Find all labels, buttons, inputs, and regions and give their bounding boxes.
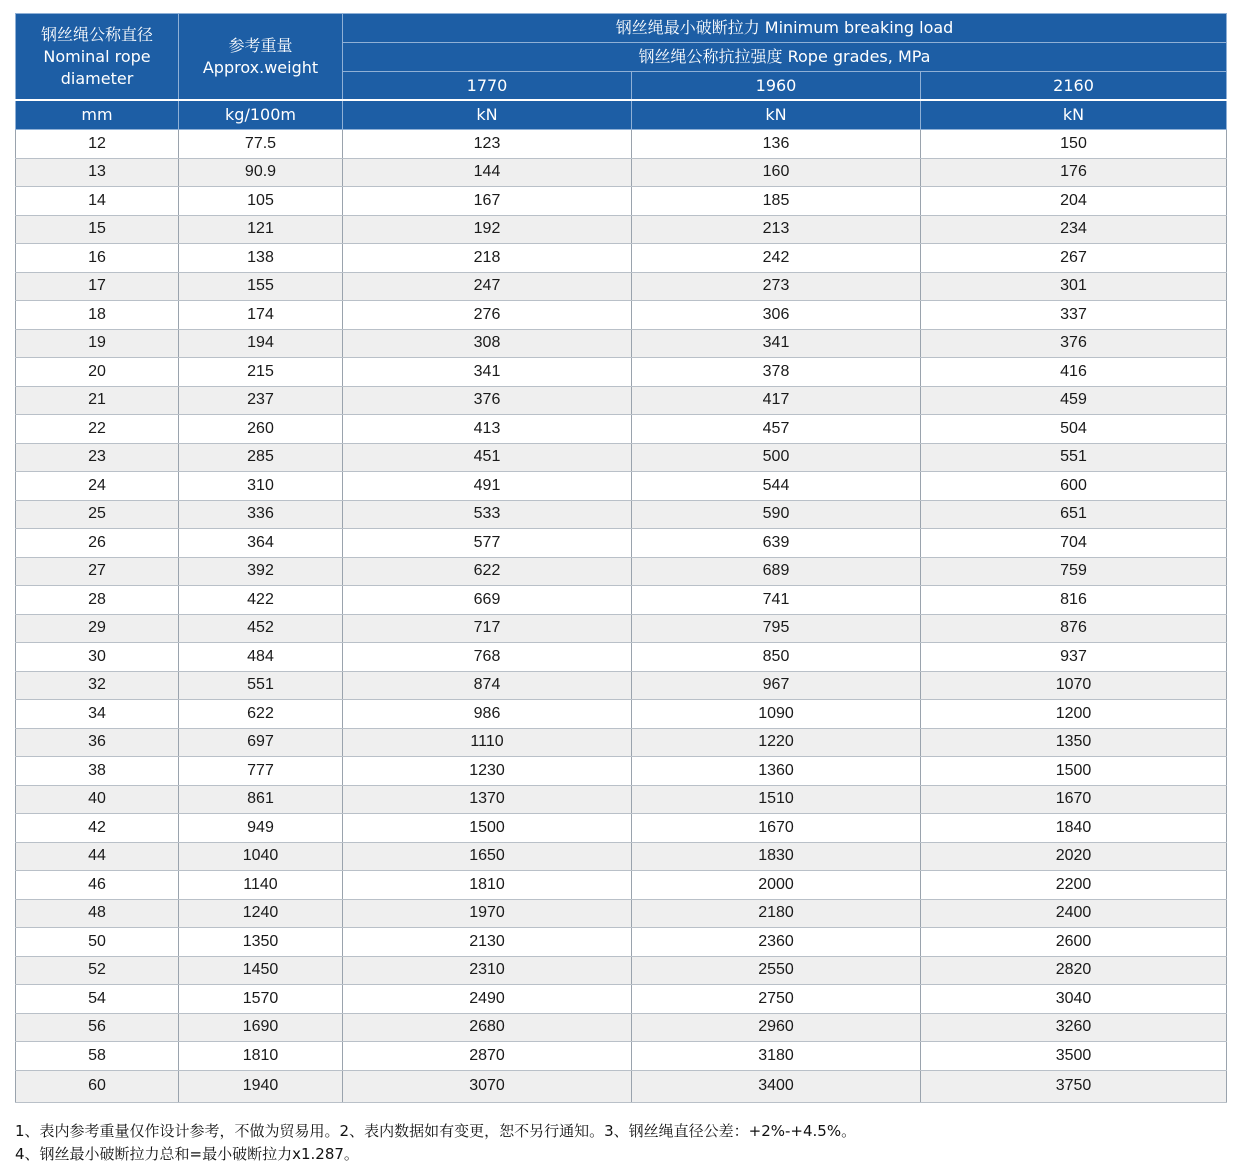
- weight-cell: 1140: [179, 871, 343, 900]
- load-1770-cell: 3070: [343, 1070, 632, 1102]
- load-1960-cell: 306: [632, 301, 921, 330]
- load-1960-cell: 242: [632, 244, 921, 273]
- table-row: [16, 529, 1227, 558]
- diameter-cell: 56: [16, 1013, 179, 1042]
- weight-cell: 1240: [179, 899, 343, 928]
- diameter-cell: 12: [16, 130, 179, 159]
- load-2160-cell: 1670: [921, 785, 1227, 814]
- load-1960-cell: 1510: [632, 785, 921, 814]
- load-1770-cell: 192: [343, 215, 632, 244]
- table-row: [16, 614, 1227, 643]
- load-1960-cell: 500: [632, 443, 921, 472]
- weight-cell: 194: [179, 329, 343, 358]
- weight-cell: 121: [179, 215, 343, 244]
- footnote-line-1: 1、表内参考重量仅作设计参考，不做为贸易用。2、表内数据如有变更，恕不另行通知。3、钢丝绳直径公差：+2%-+4.5%。: [15, 1122, 857, 1140]
- table-row: [16, 272, 1227, 301]
- weight-cell: 1940: [179, 1070, 343, 1102]
- load-1960-cell: 457: [632, 415, 921, 444]
- table-row: [16, 700, 1227, 729]
- table-row: [16, 472, 1227, 501]
- diameter-cell: 17: [16, 272, 179, 301]
- load-1770-cell: 622: [343, 557, 632, 586]
- weight-cell: 138: [179, 244, 343, 273]
- load-1960-cell: 185: [632, 187, 921, 216]
- load-2160-cell: 600: [921, 472, 1227, 501]
- load-2160-cell: 937: [921, 643, 1227, 672]
- table-row: [16, 130, 1227, 159]
- load-2160-cell: 816: [921, 586, 1227, 615]
- load-1770-cell: 1650: [343, 842, 632, 871]
- table-row: [16, 158, 1227, 187]
- load-1960-cell: 160: [632, 158, 921, 187]
- load-1770-cell: 2870: [343, 1042, 632, 1071]
- table-row: [16, 757, 1227, 786]
- load-1770-cell: 2680: [343, 1013, 632, 1042]
- weight-cell: 155: [179, 272, 343, 301]
- diameter-cell: 42: [16, 814, 179, 843]
- diameter-cell: 34: [16, 700, 179, 729]
- diameter-header-en-line2: diameter: [60, 68, 134, 88]
- load-2160-cell: 1500: [921, 757, 1227, 786]
- weight-cell: 622: [179, 700, 343, 729]
- load-1960-cell: 967: [632, 671, 921, 700]
- load-1770-cell: 1230: [343, 757, 632, 786]
- table-body: [16, 130, 1227, 1103]
- load-1770-cell: 1370: [343, 785, 632, 814]
- load-1960-cell: 1670: [632, 814, 921, 843]
- load-1770-cell: 2310: [343, 956, 632, 985]
- table-row: [16, 899, 1227, 928]
- weight-header-en: Approx.weight: [202, 57, 319, 77]
- load-1960-cell: 1830: [632, 842, 921, 871]
- weight-cell: 105: [179, 187, 343, 216]
- table-row: [16, 814, 1227, 843]
- load-2160-cell: 376: [921, 329, 1227, 358]
- load-1770-cell: 167: [343, 187, 632, 216]
- load-2160-cell: 267: [921, 244, 1227, 273]
- diameter-cell: 28: [16, 586, 179, 615]
- load-1960-cell: 136: [632, 130, 921, 159]
- load-2160-cell: 1350: [921, 728, 1227, 757]
- load-2160-cell: 2820: [921, 956, 1227, 985]
- load-1770-cell: 1810: [343, 871, 632, 900]
- load-1770-cell: 341: [343, 358, 632, 387]
- load-1960-cell: 341: [632, 329, 921, 358]
- table-row: [16, 1013, 1227, 1042]
- weight-cell: 90.9: [179, 158, 343, 187]
- weight-cell: 1040: [179, 842, 343, 871]
- table-row: [16, 415, 1227, 444]
- diameter-header-zh: 钢丝绳公称直径: [40, 24, 153, 44]
- table-row: [16, 386, 1227, 415]
- weight-cell: 422: [179, 586, 343, 615]
- diameter-cell: 60: [16, 1070, 179, 1102]
- diameter-cell: 32: [16, 671, 179, 700]
- diameter-unit: mm: [16, 100, 179, 130]
- weight-cell: 260: [179, 415, 343, 444]
- load-1770-cell: 768: [343, 643, 632, 672]
- load-2160-cell: 3260: [921, 1013, 1227, 1042]
- load-2160-cell: 876: [921, 614, 1227, 643]
- table-row: [16, 785, 1227, 814]
- table-row: [16, 557, 1227, 586]
- load-1960-cell: 417: [632, 386, 921, 415]
- grade-1960-header: 1960: [632, 72, 921, 101]
- table-row: [16, 187, 1227, 216]
- weight-header-zh: 参考重量: [228, 35, 293, 55]
- load-2160-cell: 2400: [921, 899, 1227, 928]
- weight-cell: 215: [179, 358, 343, 387]
- diameter-cell: 44: [16, 842, 179, 871]
- weight-cell: 861: [179, 785, 343, 814]
- load-1770-cell: 986: [343, 700, 632, 729]
- weight-cell: 452: [179, 614, 343, 643]
- diameter-header-en-line1: Nominal rope: [43, 46, 151, 66]
- diameter-cell: 23: [16, 443, 179, 472]
- rope-spec-table-container: [15, 13, 1226, 1103]
- load-2160-cell: 3040: [921, 985, 1227, 1014]
- grade-2160-header: 2160: [921, 72, 1227, 101]
- diameter-cell: 50: [16, 928, 179, 957]
- load-1770-cell: 376: [343, 386, 632, 415]
- diameter-cell: 19: [16, 329, 179, 358]
- load-1770-cell: 2490: [343, 985, 632, 1014]
- grade-1770-header: 1770: [343, 72, 632, 101]
- diameter-cell: 30: [16, 643, 179, 672]
- diameter-cell: 58: [16, 1042, 179, 1071]
- load-1960-cell: 850: [632, 643, 921, 672]
- load-1770-cell: 308: [343, 329, 632, 358]
- diameter-cell: 29: [16, 614, 179, 643]
- table-row: [16, 329, 1227, 358]
- table-row: [16, 643, 1227, 672]
- load-2160-cell: 1200: [921, 700, 1227, 729]
- load-1960-cell: 2550: [632, 956, 921, 985]
- load-2160-cell: 651: [921, 500, 1227, 529]
- table-row: [16, 301, 1227, 330]
- footnote-line-2: 4、钢丝最小破断拉力总和=最小破断拉力x1.287。: [15, 1145, 359, 1163]
- load-1960-cell: 544: [632, 472, 921, 501]
- table-row: [16, 1070, 1227, 1102]
- load-1960-cell: 639: [632, 529, 921, 558]
- table-header: [16, 14, 1227, 130]
- table-row: [16, 728, 1227, 757]
- load-1770-cell: 669: [343, 586, 632, 615]
- load-2160-cell: 1840: [921, 814, 1227, 843]
- load-1960-cell: 378: [632, 358, 921, 387]
- load-1770-cell: 247: [343, 272, 632, 301]
- load-1770-cell: 2130: [343, 928, 632, 957]
- grade-2160-unit: kN: [921, 100, 1227, 130]
- table-row: [16, 586, 1227, 615]
- weight-cell: 77.5: [179, 130, 343, 159]
- load-1960-cell: 1360: [632, 757, 921, 786]
- diameter-cell: 14: [16, 187, 179, 216]
- diameter-cell: 15: [16, 215, 179, 244]
- weight-cell: 1350: [179, 928, 343, 957]
- table-row: [16, 443, 1227, 472]
- table-row: [16, 358, 1227, 387]
- load-2160-cell: 2600: [921, 928, 1227, 957]
- load-1960-cell: 1090: [632, 700, 921, 729]
- load-1770-cell: 144: [343, 158, 632, 187]
- rope-grades-header: 钢丝绳公称抗拉强度 Rope grades, MPa: [343, 43, 1227, 72]
- load-2160-cell: 3500: [921, 1042, 1227, 1071]
- weight-cell: 551: [179, 671, 343, 700]
- load-2160-cell: 2020: [921, 842, 1227, 871]
- footnotes: [15, 1120, 1230, 1166]
- diameter-cell: 22: [16, 415, 179, 444]
- load-2160-cell: 416: [921, 358, 1227, 387]
- load-1960-cell: 2360: [632, 928, 921, 957]
- load-1770-cell: 491: [343, 472, 632, 501]
- load-1770-cell: 123: [343, 130, 632, 159]
- load-1960-cell: 590: [632, 500, 921, 529]
- load-1770-cell: 1500: [343, 814, 632, 843]
- load-2160-cell: 459: [921, 386, 1227, 415]
- diameter-cell: 36: [16, 728, 179, 757]
- weight-cell: 364: [179, 529, 343, 558]
- load-1770-cell: 218: [343, 244, 632, 273]
- load-1960-cell: 273: [632, 272, 921, 301]
- load-1960-cell: 689: [632, 557, 921, 586]
- weight-cell: 777: [179, 757, 343, 786]
- diameter-cell: 26: [16, 529, 179, 558]
- load-1960-cell: 213: [632, 215, 921, 244]
- diameter-cell: 18: [16, 301, 179, 330]
- load-1960-cell: 2000: [632, 871, 921, 900]
- load-1770-cell: 1970: [343, 899, 632, 928]
- load-2160-cell: 234: [921, 215, 1227, 244]
- table-row: [16, 871, 1227, 900]
- table-row: [16, 985, 1227, 1014]
- table-row: [16, 1042, 1227, 1071]
- diameter-cell: 25: [16, 500, 179, 529]
- weight-cell: 484: [179, 643, 343, 672]
- load-2160-cell: 551: [921, 443, 1227, 472]
- load-2160-cell: 504: [921, 415, 1227, 444]
- diameter-cell: 16: [16, 244, 179, 273]
- load-1960-cell: 795: [632, 614, 921, 643]
- load-2160-cell: 759: [921, 557, 1227, 586]
- load-1960-cell: 2750: [632, 985, 921, 1014]
- weight-cell: 174: [179, 301, 343, 330]
- table-row: [16, 956, 1227, 985]
- load-1960-cell: 2180: [632, 899, 921, 928]
- load-1770-cell: 276: [343, 301, 632, 330]
- grade-1770-unit: kN: [343, 100, 632, 130]
- load-1770-cell: 413: [343, 415, 632, 444]
- table-row: [16, 671, 1227, 700]
- breaking-load-header: 钢丝绳最小破断拉力 Minimum breaking load: [343, 14, 1227, 43]
- weight-cell: 697: [179, 728, 343, 757]
- load-2160-cell: 150: [921, 130, 1227, 159]
- load-2160-cell: 204: [921, 187, 1227, 216]
- weight-cell: 1570: [179, 985, 343, 1014]
- diameter-cell: 24: [16, 472, 179, 501]
- load-2160-cell: 301: [921, 272, 1227, 301]
- diameter-cell: 38: [16, 757, 179, 786]
- weight-cell: 310: [179, 472, 343, 501]
- diameter-cell: 54: [16, 985, 179, 1014]
- grade-1960-unit: kN: [632, 100, 921, 130]
- diameter-cell: 40: [16, 785, 179, 814]
- load-1960-cell: 3180: [632, 1042, 921, 1071]
- load-1960-cell: 741: [632, 586, 921, 615]
- diameter-cell: 48: [16, 899, 179, 928]
- load-1960-cell: 3400: [632, 1070, 921, 1102]
- load-1770-cell: 1110: [343, 728, 632, 757]
- weight-header: [179, 14, 343, 101]
- load-2160-cell: 704: [921, 529, 1227, 558]
- weight-cell: 336: [179, 500, 343, 529]
- diameter-cell: 20: [16, 358, 179, 387]
- table-row: [16, 842, 1227, 871]
- load-1770-cell: 451: [343, 443, 632, 472]
- load-2160-cell: 3750: [921, 1070, 1227, 1102]
- weight-unit: kg/100m: [179, 100, 343, 130]
- load-1770-cell: 577: [343, 529, 632, 558]
- load-1960-cell: 2960: [632, 1013, 921, 1042]
- weight-cell: 237: [179, 386, 343, 415]
- weight-cell: 1450: [179, 956, 343, 985]
- weight-cell: 285: [179, 443, 343, 472]
- table-row: [16, 928, 1227, 957]
- load-1960-cell: 1220: [632, 728, 921, 757]
- load-2160-cell: 1070: [921, 671, 1227, 700]
- weight-cell: 392: [179, 557, 343, 586]
- load-1770-cell: 533: [343, 500, 632, 529]
- load-2160-cell: 337: [921, 301, 1227, 330]
- diameter-cell: 52: [16, 956, 179, 985]
- load-2160-cell: 2200: [921, 871, 1227, 900]
- table-row: [16, 244, 1227, 273]
- diameter-cell: 46: [16, 871, 179, 900]
- diameter-header: [16, 14, 179, 101]
- load-1770-cell: 874: [343, 671, 632, 700]
- diameter-cell: 13: [16, 158, 179, 187]
- table-row: [16, 500, 1227, 529]
- weight-cell: 1690: [179, 1013, 343, 1042]
- load-1770-cell: 717: [343, 614, 632, 643]
- table-row: [16, 215, 1227, 244]
- load-2160-cell: 176: [921, 158, 1227, 187]
- rope-spec-table: [15, 13, 1227, 1103]
- weight-cell: 949: [179, 814, 343, 843]
- diameter-cell: 27: [16, 557, 179, 586]
- weight-cell: 1810: [179, 1042, 343, 1071]
- diameter-cell: 21: [16, 386, 179, 415]
